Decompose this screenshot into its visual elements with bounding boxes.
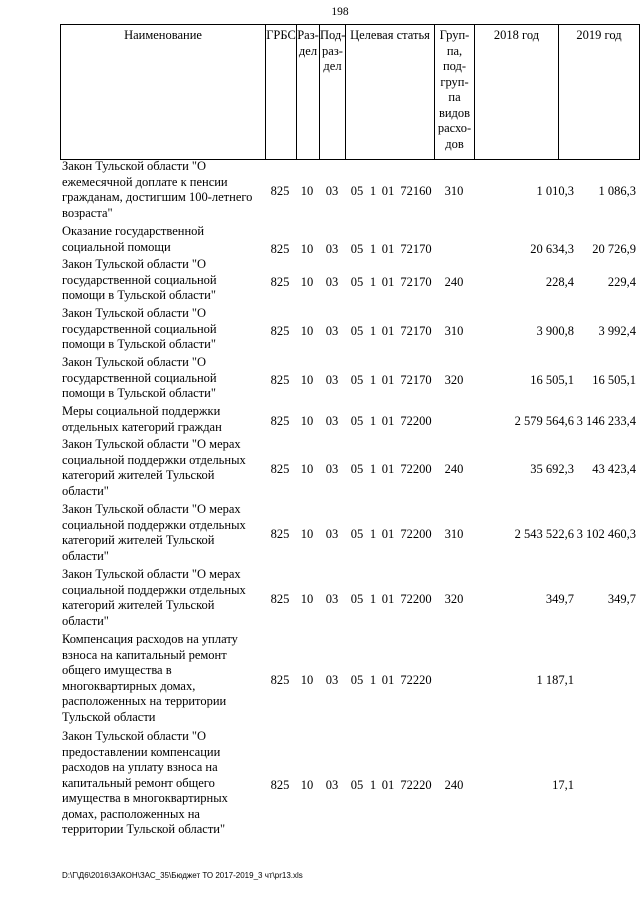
cell-t2: 1 xyxy=(369,462,377,477)
row-name: Компенсация расходов на уплату взноса на капитальный ремонт общего имущества в многоквартирных домах, расположенных на территории Тульской области xyxy=(62,632,238,724)
header-year-2018: 2018 год xyxy=(475,25,559,159)
cell-vid: 310 xyxy=(444,323,464,338)
cell-t3: 01 xyxy=(381,372,395,387)
table-row xyxy=(60,632,640,725)
cell-y2018: 17,1 xyxy=(552,777,574,792)
cell-razdel: 10 xyxy=(300,462,314,477)
cell-podrazdel: 03 xyxy=(325,777,339,792)
cell-grbs: 825 xyxy=(270,462,290,477)
cell-t2: 1 xyxy=(369,184,377,199)
cell-razdel: 10 xyxy=(300,413,314,428)
cell-vid: 240 xyxy=(444,274,464,289)
cell-y2019: 3 146 233,4 xyxy=(576,413,636,428)
cell-t3: 01 xyxy=(381,462,395,477)
cell-t4: 72200 xyxy=(400,592,432,607)
cell-t1: 05 xyxy=(350,592,364,607)
cell-t2: 1 xyxy=(369,592,377,607)
cell-t1: 05 xyxy=(350,372,364,387)
row-name: Оказание государственной социальной помощи xyxy=(62,224,205,254)
cell-grbs: 825 xyxy=(270,413,290,428)
header-podrazdel: Под- раз- дел xyxy=(320,25,346,159)
cell-t4: 72170 xyxy=(400,372,432,387)
row-name: Закон Тульской области "О государственной социальной помощи в Тульской области" xyxy=(62,257,217,302)
footer-file-path: D:\Г\Д6\2016\ЗАКОН\ЗАС_35\Бюджет ТО 2017-2019_3 чт\pr13.xls xyxy=(62,871,303,880)
table-row xyxy=(60,729,640,838)
cell-grbs: 825 xyxy=(270,372,290,387)
cell-vid: 310 xyxy=(444,184,464,199)
cell-t4: 72170 xyxy=(400,323,432,338)
cell-grbs: 825 xyxy=(270,241,290,256)
header-year-2019: 2019 год xyxy=(576,28,622,42)
header-name: Наименование xyxy=(61,25,266,159)
cell-y2019: 3 102 460,3 xyxy=(576,527,636,542)
cell-t3: 01 xyxy=(381,184,395,199)
cell-y2018: 228,4 xyxy=(545,274,574,289)
cell-t2: 1 xyxy=(369,372,377,387)
cell-razdel: 10 xyxy=(300,672,314,687)
cell-podrazdel: 03 xyxy=(325,184,339,199)
cell-t3: 01 xyxy=(381,323,395,338)
cell-t2: 1 xyxy=(369,672,377,687)
row-name: Закон Тульской области "О государственной социальной помощи в Тульской области" xyxy=(62,306,217,351)
cell-razdel: 10 xyxy=(300,241,314,256)
cell-podrazdel: 03 xyxy=(325,323,339,338)
cell-podrazdel: 03 xyxy=(325,672,339,687)
cell-t3: 01 xyxy=(381,672,395,687)
cell-podrazdel: 03 xyxy=(325,372,339,387)
header-expense-type: Груп- па, под- груп- па видов расхо- дов xyxy=(435,25,475,159)
table-row xyxy=(60,404,640,435)
cell-y2018: 2 543 522,6 xyxy=(514,527,574,542)
table-row xyxy=(60,355,640,402)
header-target-article: Целевая статья xyxy=(346,25,435,159)
cell-t2: 1 xyxy=(369,413,377,428)
cell-t3: 01 xyxy=(381,241,395,256)
cell-grbs: 825 xyxy=(270,777,290,792)
cell-razdel: 10 xyxy=(300,323,314,338)
cell-t3: 01 xyxy=(381,777,395,792)
header-razdel: Раз- дел xyxy=(297,25,320,159)
cell-t2: 1 xyxy=(369,527,377,542)
cell-t1: 05 xyxy=(350,672,364,687)
cell-grbs: 825 xyxy=(270,672,290,687)
cell-podrazdel: 03 xyxy=(325,592,339,607)
row-name: Закон Тульской области "О мерах социальной поддержки отдельных категорий жителей Тульской области" xyxy=(62,567,246,628)
cell-t4: 72220 xyxy=(400,777,432,792)
cell-t4: 72200 xyxy=(400,462,432,477)
cell-podrazdel: 03 xyxy=(325,274,339,289)
row-name: Закон Тульской области "О мерах социальной поддержки отдельных категорий жителей Тульской области" xyxy=(62,437,246,498)
cell-t2: 1 xyxy=(369,323,377,338)
cell-podrazdel: 03 xyxy=(325,527,339,542)
cell-razdel: 10 xyxy=(300,592,314,607)
row-name: Меры социальной поддержки отдельных категорий граждан xyxy=(62,404,222,434)
cell-t1: 05 xyxy=(350,413,364,428)
cell-y2018: 20 634,3 xyxy=(530,241,574,256)
cell-razdel: 10 xyxy=(300,274,314,289)
cell-y2018: 3 900,8 xyxy=(536,323,574,338)
cell-t1: 05 xyxy=(350,777,364,792)
table-row xyxy=(60,224,640,255)
cell-y2019: 349,7 xyxy=(607,592,636,607)
cell-vid: 320 xyxy=(444,372,464,387)
cell-grbs: 825 xyxy=(270,592,290,607)
table-row xyxy=(60,437,640,499)
cell-t3: 01 xyxy=(381,274,395,289)
cell-vid: 320 xyxy=(444,592,464,607)
cell-t1: 05 xyxy=(350,323,364,338)
cell-vid: 240 xyxy=(444,462,464,477)
cell-y2019: 1 086,3 xyxy=(598,184,636,199)
table-row xyxy=(60,257,640,304)
cell-t2: 1 xyxy=(369,241,377,256)
cell-y2018: 35 692,3 xyxy=(530,462,574,477)
table-row xyxy=(60,567,640,629)
cell-t4: 72170 xyxy=(400,274,432,289)
cell-razdel: 10 xyxy=(300,372,314,387)
table-row xyxy=(60,306,640,353)
cell-y2018: 1 010,3 xyxy=(536,184,574,199)
cell-t4: 72200 xyxy=(400,413,432,428)
cell-grbs: 825 xyxy=(270,527,290,542)
cell-t4: 72200 xyxy=(400,527,432,542)
cell-vid: 310 xyxy=(444,527,464,542)
cell-t3: 01 xyxy=(381,527,395,542)
cell-t3: 01 xyxy=(381,592,395,607)
cell-razdel: 10 xyxy=(300,527,314,542)
cell-t4: 72160 xyxy=(400,184,432,199)
table-row xyxy=(60,159,640,221)
cell-podrazdel: 03 xyxy=(325,413,339,428)
cell-grbs: 825 xyxy=(270,323,290,338)
cell-t2: 1 xyxy=(369,274,377,289)
cell-t3: 01 xyxy=(381,413,395,428)
page-number: 198 xyxy=(331,6,349,18)
cell-y2019: 43 423,4 xyxy=(592,462,636,477)
cell-t1: 05 xyxy=(350,527,364,542)
cell-y2018: 349,7 xyxy=(545,592,574,607)
cell-vid: 240 xyxy=(444,777,464,792)
cell-t1: 05 xyxy=(350,184,364,199)
row-name: Закон Тульской области "О мерах социальной поддержки отдельных категорий жителей Тульской области" xyxy=(62,502,246,563)
cell-podrazdel: 03 xyxy=(325,241,339,256)
cell-y2019: 20 726,9 xyxy=(592,241,636,256)
cell-razdel: 10 xyxy=(300,184,314,199)
table-header xyxy=(60,24,640,160)
cell-y2018: 2 579 564,6 xyxy=(514,413,574,428)
cell-grbs: 825 xyxy=(270,184,290,199)
cell-t1: 05 xyxy=(350,462,364,477)
cell-razdel: 10 xyxy=(300,777,314,792)
row-name: Закон Тульской области "О предоставлении компенсации расходов на уплату взноса на капитальный ремонт общего имущества в многоквартирных домах, расположенных на территории Тульской области" xyxy=(62,729,228,836)
row-name: Закон Тульской области "О ежемесячной доплате к пенсии гражданам, достигшим 100-летнего возраста" xyxy=(62,159,253,220)
cell-t4: 72170 xyxy=(400,241,432,256)
cell-t2: 1 xyxy=(369,777,377,792)
cell-y2019: 16 505,1 xyxy=(592,372,636,387)
cell-y2018: 16 505,1 xyxy=(530,372,574,387)
cell-t1: 05 xyxy=(350,241,364,256)
cell-t4: 72220 xyxy=(400,672,432,687)
cell-grbs: 825 xyxy=(270,274,290,289)
row-name: Закон Тульской области "О государственной социальной помощи в Тульской области" xyxy=(62,355,217,400)
cell-y2019: 229,4 xyxy=(607,274,636,289)
header-grbs: ГРБС xyxy=(266,25,297,159)
cell-y2019: 3 992,4 xyxy=(598,323,636,338)
cell-y2018: 1 187,1 xyxy=(536,672,574,687)
cell-podrazdel: 03 xyxy=(325,462,339,477)
cell-t1: 05 xyxy=(350,274,364,289)
table-row xyxy=(60,502,640,564)
